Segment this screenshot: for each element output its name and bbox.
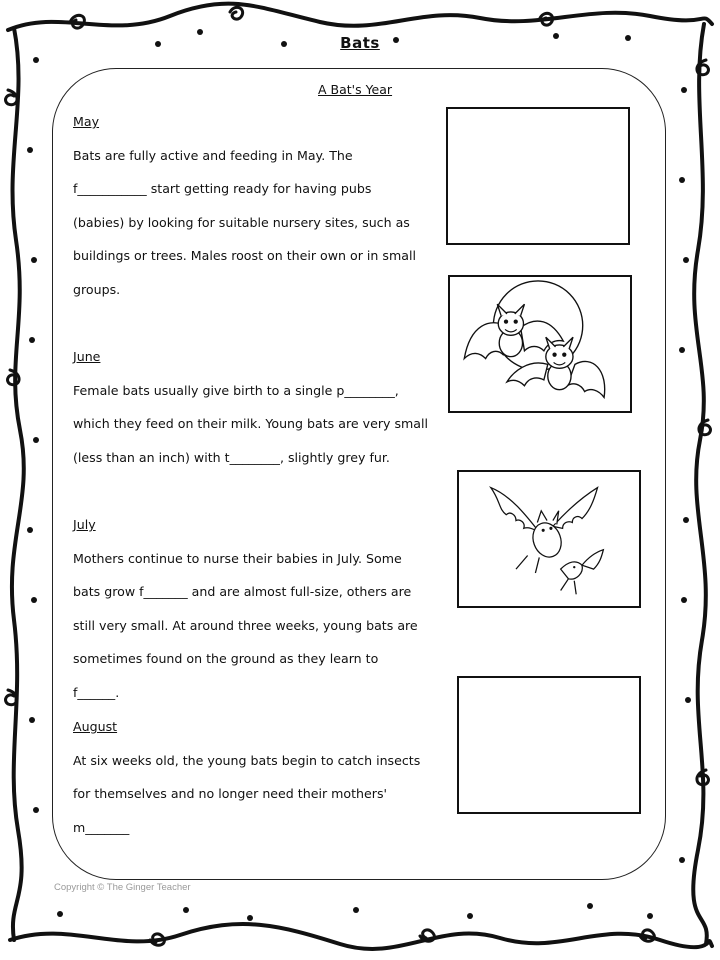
empty-picture-box: [446, 107, 630, 245]
text-line: for themselves and no longer need their mothers': [73, 786, 387, 801]
section-august: [73, 710, 420, 844]
section-may: [73, 105, 416, 306]
section-heading: August: [73, 719, 118, 734]
text-line: Bats are fully active and feeding in May. The: [73, 147, 353, 163]
text-line: (less than an inch) with t________, slightly grey fur.: [73, 449, 390, 465]
text-line: (babies) by looking for suitable nursery sites, such as: [73, 214, 410, 230]
text-line: f______.: [73, 684, 120, 700]
section-heading: June: [73, 349, 101, 364]
flying-bats-picture: [457, 470, 641, 608]
text-line: buildings or trees. Males roost on their own or in small: [73, 248, 416, 263]
bats-moon-picture: [448, 275, 632, 413]
page-title: Bats: [340, 34, 380, 52]
flying-bats-illustration: [459, 472, 639, 606]
page-subtitle: A Bat's Year: [318, 82, 393, 97]
text-line: bats grow f_______ and are almost full-size, others are: [73, 584, 412, 599]
section-june: [73, 340, 428, 474]
copyright-notice: Copyright © The Ginger Teacher: [54, 882, 191, 893]
text-line: sometimes found on the ground as they learn to: [73, 651, 379, 666]
text-line: groups.: [73, 281, 121, 297]
text-line: m_______: [73, 819, 130, 835]
text-line: Female bats usually give birth to a single p________,: [73, 382, 399, 398]
section-heading: May: [73, 114, 100, 129]
empty-picture-box: [457, 676, 641, 814]
section-heading: July: [73, 517, 96, 532]
text-line: f___________ start getting ready for having pubs: [73, 181, 372, 196]
bats-moon-illustration: [450, 277, 630, 411]
section-july: [73, 508, 418, 709]
text-line: At six weeks old, the young bats begin to catch insects: [73, 752, 421, 768]
text-line: Mothers continue to nurse their babies in July. Some: [73, 550, 402, 566]
text-line: still very small. At around three weeks, young bats are: [73, 617, 418, 633]
text-line: which they feed on their milk. Young bats are very small: [73, 416, 428, 431]
